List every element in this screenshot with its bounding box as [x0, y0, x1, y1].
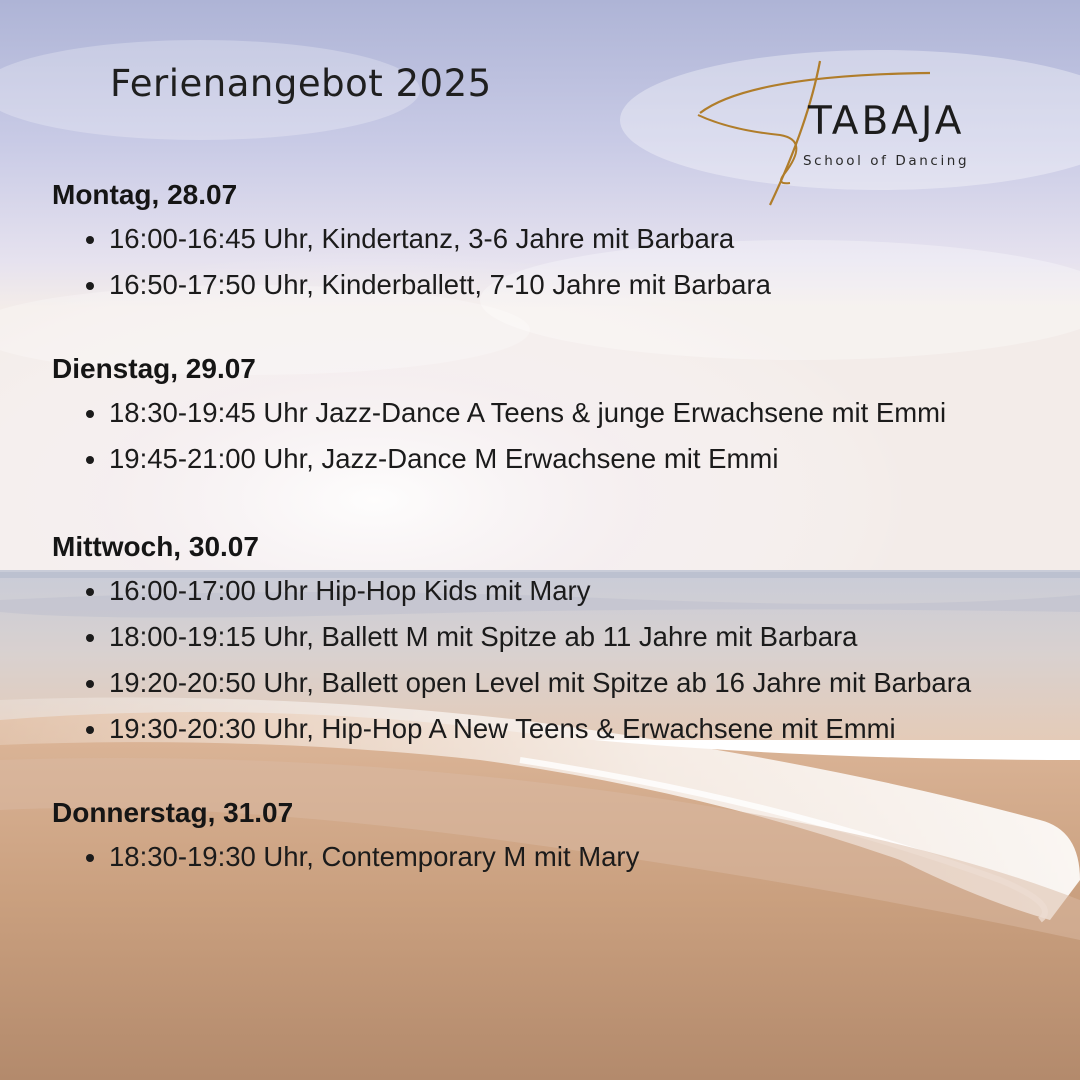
list-item: 18:30-19:30 Uhr, Contemporary M mit Mary [52, 834, 1039, 880]
list-item: 19:20-20:50 Uhr, Ballett open Level mit Spitze ab 16 Jahre mit Barbara [52, 660, 1039, 706]
list-item: 18:00-19:15 Uhr, Ballett M mit Spitze ab 11 Jahre mit Barbara [52, 614, 1039, 660]
list-item: 19:45-21:00 Uhr, Jazz-Dance M Erwachsene mit Emmi [52, 436, 1039, 482]
list-item: 19:30-20:30 Uhr, Hip-Hop A New Teens & Erwachsene mit Emmi [52, 706, 1039, 752]
class-list [52, 834, 1042, 880]
class-list [52, 568, 1042, 752]
day-tuesday [52, 348, 1042, 482]
logo-subtitle: School of Dancing [803, 153, 970, 169]
day-monday [52, 174, 1042, 308]
list-item: 16:50-17:50 Uhr, Kinderballett, 7-10 Jahre mit Barbara [52, 262, 1039, 308]
day-title: Donnerstag, 31.07 [52, 797, 294, 828]
logo-wordmark: TABAJA [808, 99, 965, 144]
page-title: Ferienangebot 2025 [110, 62, 492, 105]
schedule [52, 174, 1042, 880]
day-title: Dienstag, 29.07 [52, 353, 256, 384]
list-item: 16:00-17:00 Uhr Hip-Hop Kids mit Mary [52, 568, 1039, 614]
day-thursday [52, 792, 1042, 880]
class-list [52, 216, 1042, 308]
list-item: 16:00-16:45 Uhr, Kindertanz, 3-6 Jahre mit Barbara [52, 216, 1039, 262]
list-item: 18:30-19:45 Uhr Jazz-Dance A Teens & junge Erwachsene mit Emmi [52, 390, 1039, 436]
day-wednesday [52, 526, 1042, 752]
day-title: Mittwoch, 30.07 [52, 531, 259, 562]
class-list [52, 390, 1042, 482]
day-title: Montag, 28.07 [52, 179, 238, 210]
